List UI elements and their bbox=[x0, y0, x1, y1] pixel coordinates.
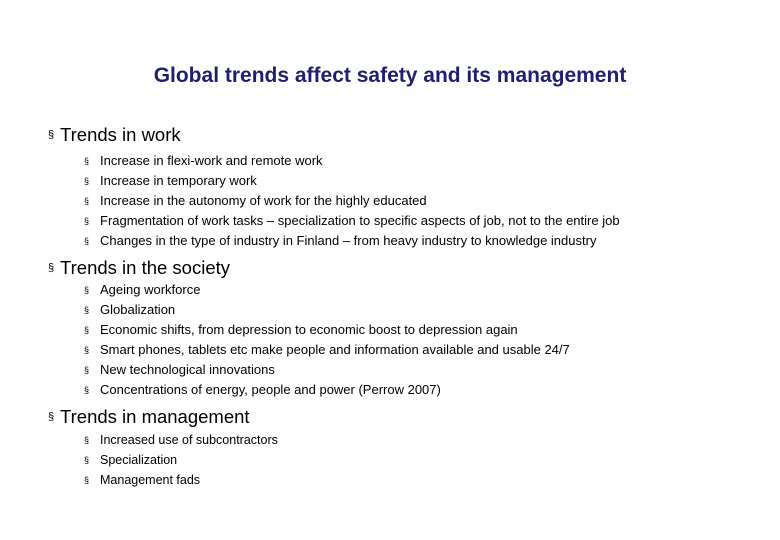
section-heading-management bbox=[48, 406, 250, 428]
bullet-icon: § bbox=[84, 435, 90, 445]
list-item bbox=[84, 171, 620, 191]
bullet-icon: § bbox=[84, 176, 90, 186]
bullet-icon: § bbox=[84, 455, 90, 465]
section-heading-label: Trends in the society bbox=[60, 257, 231, 278]
section-heading-label: Trends in work bbox=[60, 124, 181, 145]
management-trends-list bbox=[84, 430, 278, 490]
list-item bbox=[84, 430, 278, 450]
bullet-icon: § bbox=[48, 129, 55, 141]
list-item bbox=[84, 151, 620, 171]
bullet-icon: § bbox=[84, 365, 90, 375]
list-item-text: Ageing workforce bbox=[100, 282, 201, 297]
list-item bbox=[84, 380, 570, 400]
bullet-icon: § bbox=[84, 345, 90, 355]
bullet-icon: § bbox=[84, 156, 90, 166]
list-item-text: Economic shifts, from depression to economic boost to depression again bbox=[100, 322, 518, 337]
bullet-icon: § bbox=[84, 325, 90, 335]
list-item-text: Smart phones, tablets etc make people and information available and usable 24/7 bbox=[100, 342, 570, 357]
list-item bbox=[84, 320, 570, 340]
bullet-icon: § bbox=[84, 216, 90, 226]
list-item-text: Globalization bbox=[100, 302, 176, 317]
bullet-icon: § bbox=[84, 385, 90, 395]
slide-title: Global trends affect safety and its management bbox=[153, 64, 627, 87]
bullet-icon: § bbox=[84, 236, 90, 246]
list-item bbox=[84, 280, 570, 300]
list-item-text: Concentrations of energy, people and power (Perrow 2007) bbox=[100, 382, 441, 397]
list-item bbox=[84, 340, 570, 360]
list-item-text: Increase in temporary work bbox=[100, 173, 257, 188]
section-heading-society bbox=[48, 257, 230, 279]
list-item-text: Fragmentation of work tasks – specialization to specific aspects of job, not to the entire job bbox=[100, 213, 620, 228]
list-item-text: New technological innovations bbox=[100, 362, 275, 377]
list-item bbox=[84, 470, 278, 490]
bullet-icon: § bbox=[84, 285, 90, 295]
list-item-text: Increase in flexi-work and remote work bbox=[100, 153, 323, 168]
work-trends-list bbox=[84, 151, 620, 251]
list-item-text: Increased use of subcontractors bbox=[100, 433, 278, 447]
list-item bbox=[84, 211, 620, 231]
list-item bbox=[84, 231, 620, 251]
list-item bbox=[84, 360, 570, 380]
bullet-icon: § bbox=[84, 475, 90, 485]
list-item-text: Changes in the type of industry in Finland – from heavy industry to knowledge industry bbox=[100, 233, 597, 248]
section-heading-label: Trends in management bbox=[60, 406, 250, 427]
list-item bbox=[84, 300, 570, 320]
section-heading-work bbox=[48, 124, 181, 146]
list-item-text: Specialization bbox=[100, 453, 178, 467]
bullet-icon: § bbox=[84, 196, 90, 206]
list-item-text: Increase in the autonomy of work for the highly educated bbox=[100, 193, 427, 208]
bullet-icon: § bbox=[48, 262, 55, 274]
bullet-icon: § bbox=[84, 305, 90, 315]
list-item bbox=[84, 450, 278, 470]
bullet-icon: § bbox=[48, 411, 55, 423]
list-item bbox=[84, 191, 620, 211]
society-trends-list bbox=[84, 280, 570, 400]
list-item-text: Management fads bbox=[100, 473, 201, 487]
